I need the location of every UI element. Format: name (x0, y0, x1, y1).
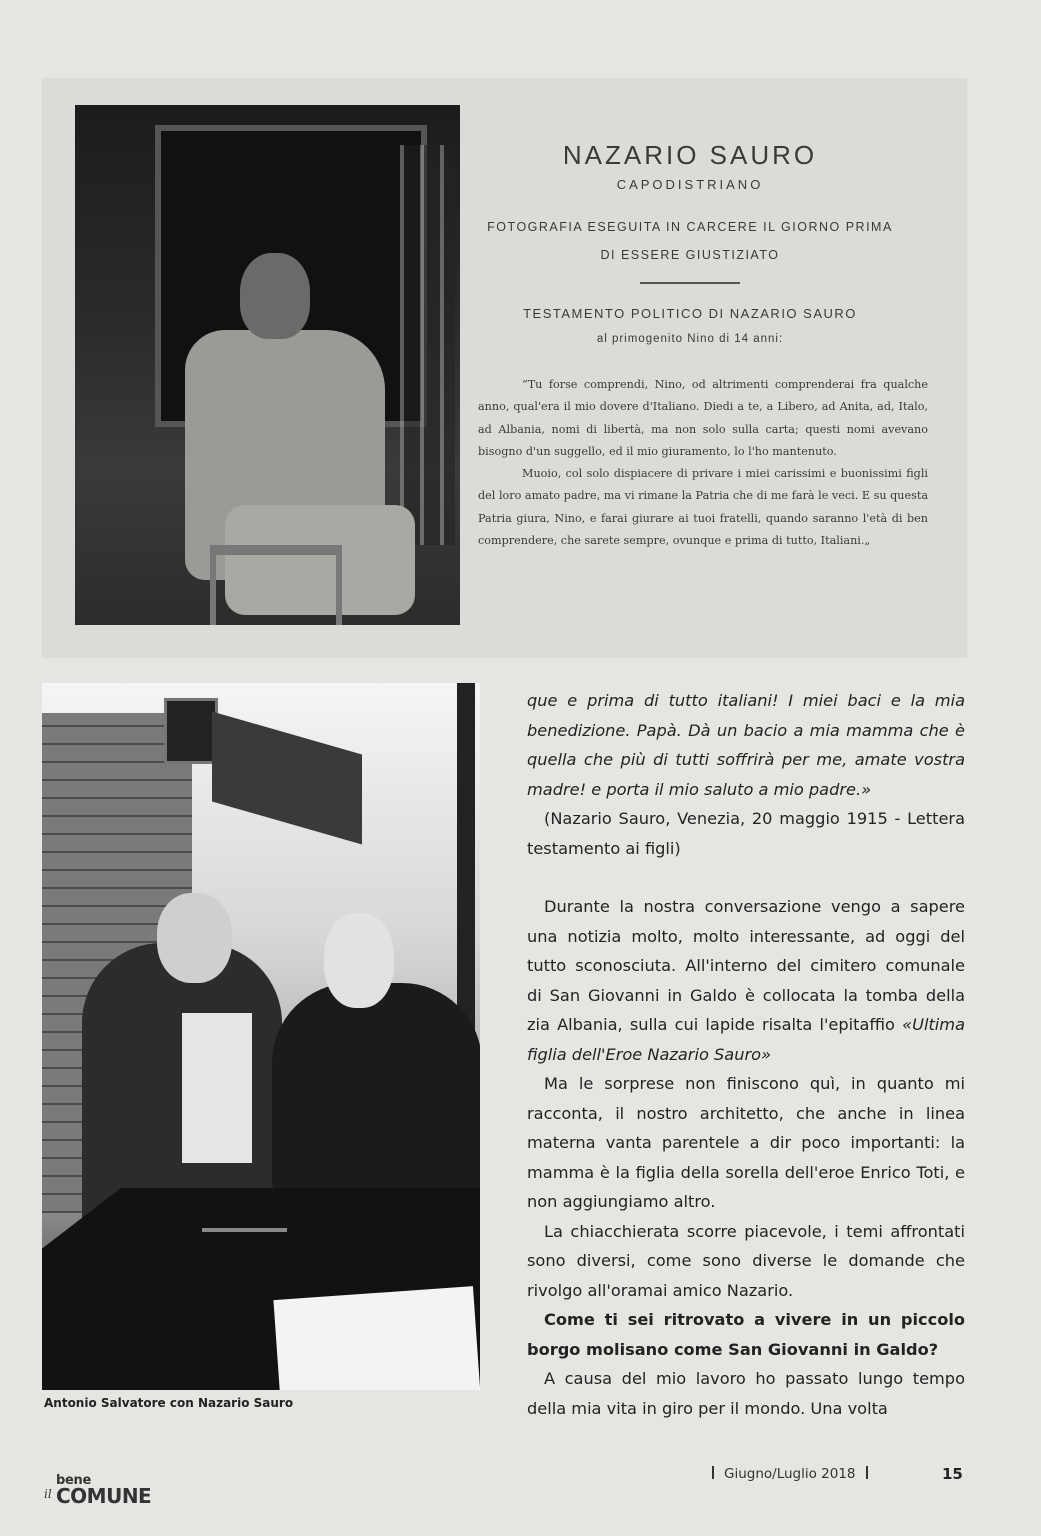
letter-quote-end: que e prima di tutto italiani! I miei baci e la mia benedizione. Papà. Dà un bacio a mia mamma che è quella che più di tutti soffrirà per me, amate vostra madre! e porta il mio saluto a mio padre.» (527, 691, 965, 799)
interview-answer: A causa del mio lavoro ho passato lungo tempo della mia vita in giro per il mondo. Una volta (527, 1369, 965, 1418)
photo-person-right-head (324, 913, 394, 1008)
article-paragraph (527, 892, 965, 1069)
photo-person-left-head (157, 893, 232, 983)
testament-dedication: al primogenito Nino di 14 anni: (596, 333, 784, 345)
photo-lamp (164, 698, 218, 764)
testament-paragraph: Muoio, col solo dispiacere di privare i miei carissimi e buonissimi figli del loro amato padre, ma vi rimane la Patria che di me farà le veci. E su questa Patria giura, Nino, e farai giurare ai tuoi fratelli, quando saranno l'età di ben comprendere, che sarete sempre, ovunque e prima di tutto, Italiani.„ (478, 467, 928, 548)
article-paragraph-text: Durante la nostra conversazione vengo a sapere una notizia molto, molto interessante, ad oggi del tutto sconosciuta. All'interno del cimitero comunale di San Giovanni in Galdo è collocata la tomba della zia Albania, sulla cui lapide risalta l'epitaffio (527, 897, 965, 1034)
testament-text (478, 374, 928, 552)
letter-source: (Nazario Sauro, Venezia, 20 maggio 1915 - Lettera testamento ai figli) (527, 809, 965, 858)
footer-divider (712, 1466, 714, 1479)
article-paragraph: Ma le sorprese non finiscono quì, in quanto mi racconta, il nostro architetto, che anche in linea materna vanta parentele a dir poco importanti: la mamma è la figlia della sorella dell'eroe Enrico Toti, e non aggiungiamo altro. (527, 1074, 965, 1211)
testament-paragraph: “Tu forse comprendi, Nino, od altrimenti comprenderai fra qualche anno, qual'era il mio dovere d'Italiano. Diedi a te, a Libero, ad Anita, ad, Italo, ad Albania, nomi di libertà, ma non solo sulla carta; questi nomi avevano bisogno d'un suggello, ed il mio giuramento, lo l'ho mantenuto. (478, 378, 928, 458)
historic-photo-caption-line1: FOTOGRAFIA ESEGUITA IN CARCERE IL GIORNO PRIMA (487, 220, 893, 234)
article-paragraph: La chiacchierata scorre piacevole, i temi affrontati sono diversi, come sono diverse le domande che rivolgo all'oramai amico Nazario. (527, 1221, 965, 1300)
photo-figure-head (240, 253, 310, 339)
issue-date-text: Giugno/Luglio 2018 (724, 1466, 856, 1482)
photo-pen (202, 1228, 287, 1232)
historic-title: NAZARIO SAURO (562, 140, 818, 170)
photo-pole (457, 683, 475, 1043)
article-column (527, 686, 965, 1423)
photo-bars (400, 145, 455, 545)
page-number: 15 (942, 1465, 963, 1483)
photo-awning (212, 711, 362, 844)
historic-photo-caption-line2: DI ESSERE GIUSTIZIATO (600, 248, 780, 262)
historic-photo-caption (480, 213, 900, 269)
photo-caption: Antonio Salvatore con Nazario Sauro (44, 1396, 294, 1410)
footer-divider (866, 1466, 868, 1479)
photo-person-left-shirt (182, 1013, 252, 1163)
epitaph-quote: «Ultima figlia dell'Eroe Nazario Sauro» (527, 1015, 965, 1064)
historic-subtitle: CAPODISTRIANO (616, 177, 764, 192)
ornamental-divider (640, 282, 740, 284)
photo-stool (210, 545, 342, 625)
issue-date (702, 1466, 878, 1482)
logo-il: il (44, 1487, 52, 1501)
photo-person-right (272, 983, 480, 1193)
testament-title: TESTAMENTO POLITICO DI NAZARIO SAURO (523, 306, 857, 321)
prison-portrait-photo (75, 105, 460, 625)
photo-paper (273, 1286, 480, 1390)
logo-comune: COMUNE (56, 1484, 152, 1508)
logo-bene: bene (56, 1473, 91, 1488)
interview-photo (42, 683, 480, 1390)
interview-question: Come ti sei ritrovato a vivere in un piccolo borgo molisano come San Giovanni in Galdo? (527, 1310, 965, 1359)
